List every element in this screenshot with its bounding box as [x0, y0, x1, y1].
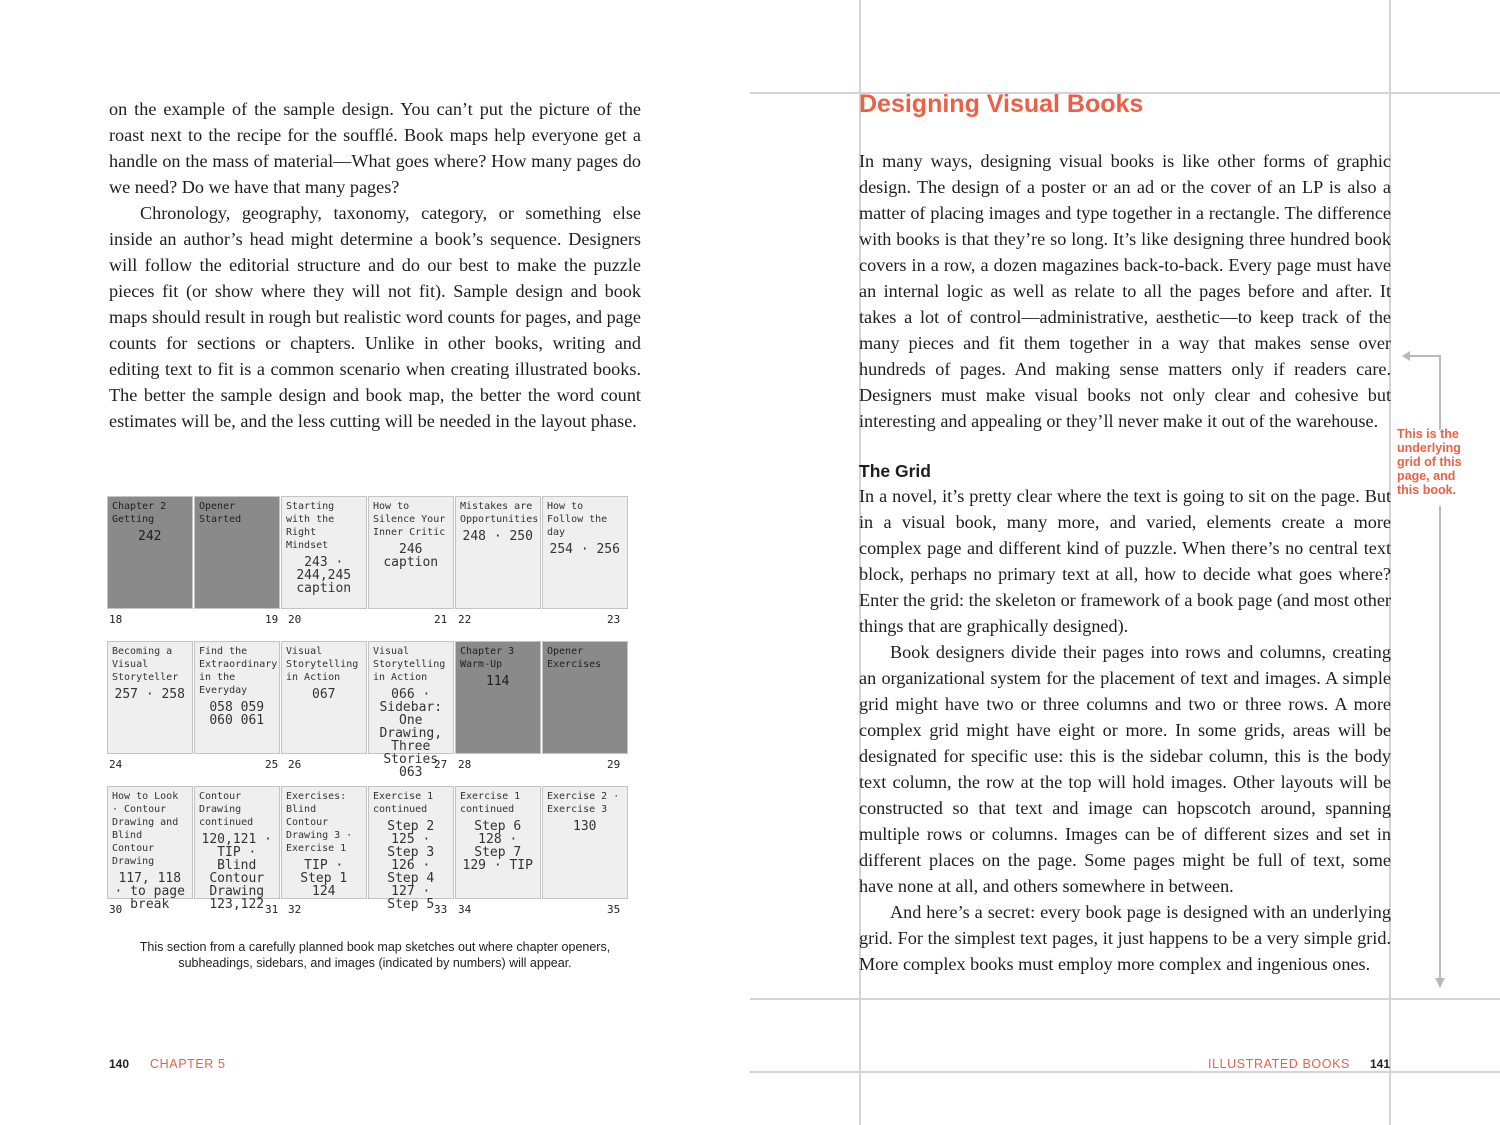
book-map-page-numbers: 067: [312, 687, 336, 702]
book-map-page-numbers: TIP · Step 1 124: [300, 858, 348, 899]
book-map-spread-number: 23: [607, 613, 621, 626]
book-map-page-numbers: Step 2 125 · Step 3 126 · Step 4 127 · Step 5: [387, 819, 435, 912]
body-paragraph: Book designers divide their pages into rows and columns, creating an organizational system for the placement of text and images. A simple grid might have two or three columns and two or three rows. A more complex grid might have eight or more. In some grids, areas will be designated for specific use: this is the sidebar column, this is the body text column, the row at the top will hold images. Other layouts will be constructed so that text and image can hopscotch around, spanning multiple rows or columns. Images can be of different sizes and set in different places on the page. Some pages might be full of text, some have none at all, and others somewhere in between.: [859, 642, 1391, 896]
body-paragraph: In many ways, designing visual books is like other forms of graphic design. The design of a poster or an ad or the cover of an LP is also a matter of placing images and type together in a rectangle. The difference with books is that they’re so long. It’s like designing three hundred book covers in a row, a dozen magazines back-to-back. Every page must have an internal logic as well as relate to all the pages before and after. It takes a lot of control—administrative, aesthetic—to keep track of the many pieces and fit them together in a way that makes sense over hundreds of pages. And making sense matters only if readers care. Designers must make visual books not only clear and cohesive but interesting and appealing or they’ll never make it out of the warehouse.: [859, 151, 1391, 431]
book-map-page-numbers: 242: [138, 529, 162, 544]
book-map-spread-number: 24: [109, 758, 123, 771]
book-map-page-label: Exercise 1 continued: [460, 791, 521, 815]
book-map-page-label: Exercise 2 · Exercise 3: [547, 791, 620, 815]
book-map-page-numbers: 130: [573, 819, 597, 834]
subheading: The Grid: [859, 461, 931, 481]
book-map-spread-numbers: [107, 901, 630, 931]
book-map-page: [281, 496, 367, 609]
book-map-spread-numbers: [107, 756, 630, 786]
body-paragraph: on the example of the sample design. You can’t put the picture of the roast next to the recipe for the soufflé. Book maps help everyone get a handle on the mass of material—What goes where? How many pages do we need? Do we have that many pages?: [109, 99, 641, 197]
book-map-spread-number: 28: [458, 758, 472, 771]
book-map-page: [455, 641, 541, 754]
grid-line-horizontal-footer: [750, 1071, 1500, 1073]
book-map-page: [542, 496, 628, 609]
margin-note: This is the underlying grid of this page, and this book.: [1397, 427, 1462, 497]
book-map-page-label: Opener Started: [199, 501, 242, 525]
book-map-page: [194, 496, 280, 609]
page-number-right: 141: [1370, 1057, 1391, 1071]
book-map-page: [542, 786, 628, 899]
book-map-spread-number: 18: [109, 613, 123, 626]
book-map-page: [107, 641, 193, 754]
page-number-left: 140: [109, 1057, 130, 1071]
book-map-page-numbers: 120,121 · TIP · Blind Contour Drawing 123,122: [201, 832, 272, 912]
book-map-page-label: Becoming a Visual Storyteller: [112, 646, 179, 683]
book-map-spread-number: 20: [288, 613, 302, 626]
book-map-page-label: Mistakes are Opportunities: [460, 501, 539, 525]
body-paragraph: And here’s a secret: every book page is designed with an underlying grid. For the simplest text pages, it just happens to be a very simple grid. More complex books must employ more complex and ingenious ones.: [859, 902, 1391, 974]
book-map-page-label: Exercise 1 continued: [373, 791, 434, 815]
book-map-page-label: Exercises: Blind Contour Drawing 3 · Exercise 1: [286, 791, 353, 854]
book-map-illustration: [107, 496, 630, 931]
book-map-page-label: How to Look · Contour Drawing and Blind Contour Drawing: [112, 791, 179, 867]
book-map-spread-number: 19: [265, 613, 279, 626]
book-map-page-numbers: Step 6 128 · Step 7 129 · TIP: [462, 819, 533, 873]
section-title: Designing Visual Books: [859, 90, 1144, 118]
book-map-spread-number: 35: [607, 903, 621, 916]
body-paragraph: In a novel, it’s pretty clear where the text is going to sit on the page. But in a visual book, many more, and varied, elements create a more complex page and different kind of puzzle. When there’s no central text block, perhaps no primary text at all, how to decide what goes where? Enter the grid: the skeleton or framework of a book page (and most other things that are graphically designed).: [859, 486, 1391, 636]
running-head-left: CHAPTER 5: [150, 1057, 226, 1071]
left-page-body: [109, 96, 641, 434]
book-map-page-numbers: 066 · Sidebar: One Drawing, Three Stories 063: [379, 687, 443, 780]
book-map-page: [194, 786, 280, 912]
book-map-page: [542, 641, 628, 754]
book-map-page-numbers: 246 caption: [383, 542, 439, 570]
book-map-row: [107, 496, 630, 611]
book-map-page-numbers: 248 · 250: [462, 529, 533, 544]
book-map-page-label: How to Silence Your Inner Critic: [373, 501, 446, 538]
book-map-page-label: Visual Storytelling in Action: [286, 646, 359, 683]
book-map-spread-numbers: [107, 611, 630, 641]
book-map-spread-number: 32: [288, 903, 302, 916]
book-map-page: [281, 786, 367, 899]
body-paragraph: Chronology, geography, taxonomy, category, or something else inside an author’s head might determine a book’s sequence. Designers will follow the editorial structure and do our best to make the puzzle pieces fit (or show where they will not fit). Sample design and book maps should result in rough but realistic word counts for pages, and page counts for sections or chapters. Unlike in other books, writing and editing text to fit is a common scenario when creating illustrated books. The better the sample design and book map, the better the word count estimates will be, and the less cutting will be needed in the layout phase.: [109, 203, 641, 431]
book-map-spread-number: 26: [288, 758, 302, 771]
book-map-page: [194, 641, 280, 754]
book-map-page-numbers: 058 059 060 061: [209, 700, 265, 728]
book-map-page-label: Opener Exercises: [547, 646, 602, 670]
book-map-page-label: Visual Storytelling in Action: [373, 646, 446, 683]
book-map-spread-number: 33: [434, 903, 448, 916]
book-map-page: [455, 786, 541, 899]
book-map-page-label: Starting with the Right Mindset: [286, 501, 335, 551]
book-map-page-label: How to Follow the day: [547, 501, 608, 538]
book-map-page: [368, 496, 454, 609]
book-map-page: [107, 496, 193, 609]
book-map-page-label: Contour Drawing continued: [199, 791, 254, 828]
grid-line-horizontal-bottom: [750, 998, 1500, 1000]
book-map-page-label: Find the Extraordinary in the Everyday: [199, 646, 278, 696]
book-map-page-numbers: 243 · 244,245 caption: [296, 555, 352, 596]
book-map-spread-number: 31: [265, 903, 279, 916]
book-map-spread-number: 29: [607, 758, 621, 771]
book-map-spread-number: 34: [458, 903, 472, 916]
book-map-page-label: Chapter 3 Warm-Up: [460, 646, 515, 670]
book-map-page-numbers: 254 · 256: [549, 542, 620, 557]
book-map-spread-number: 22: [458, 613, 472, 626]
book-map-spread-number: 21: [434, 613, 448, 626]
book-map-page-numbers: 114: [486, 674, 510, 689]
book-map-spread-number: 27: [434, 758, 448, 771]
book-map-page: [281, 641, 367, 754]
book-map-spread-number: 25: [265, 758, 279, 771]
figure-caption: This section from a carefully planned book map sketches out where chapter openers, subheadings, sidebars, and images (indicated by numbers) will appear.: [139, 940, 611, 970]
book-map-page: [455, 496, 541, 609]
running-head-right: ILLUSTRATED BOOKS: [1208, 1057, 1350, 1071]
book-map-page-numbers: 257 · 258: [114, 687, 185, 702]
right-page-body: [859, 148, 1391, 977]
book-map-spread-number: 30: [109, 903, 123, 916]
book-map-page-numbers: 117, 118 · to page break: [114, 871, 185, 912]
book-map-page-label: Chapter 2 Getting: [112, 501, 167, 525]
